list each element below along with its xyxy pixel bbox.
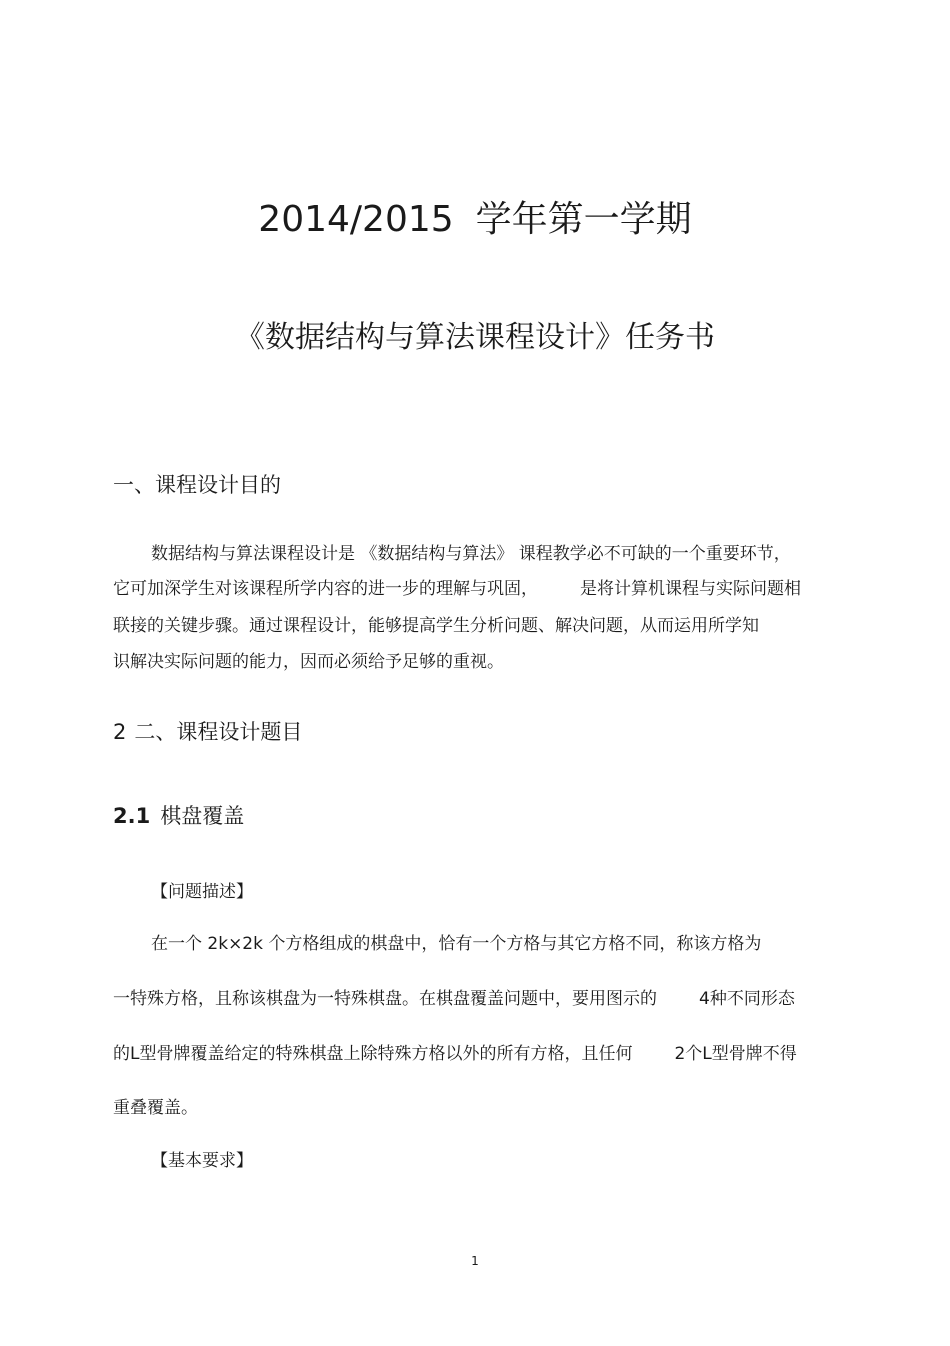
problem-line-3b: 2个L型骨牌不得 [674,1044,797,1064]
subsection-number: 2.1 [113,804,151,828]
problem-description-label: 【问题描述】 [151,882,253,902]
section-number-2: 2 [113,720,127,744]
title-term: 学年第一学期 [475,199,692,240]
problem-line-2 [113,987,795,1011]
purpose-line-4: 识解决实际问题的能力，因而必须给予足够的重视。 [113,652,504,672]
purpose-line-1: 数据结构与算法课程设计是 《数据结构与算法》 课程教学必不可缺的一个重要环节， [151,544,791,564]
purpose-line-2b: 是将计算机课程与实际问题相 [580,579,801,599]
subsection-heading-chessboard [113,801,244,831]
problem-line-3a: 的L型骨牌覆盖给定的特殊棋盘上除特殊方格以外的所有方格，且任何 [113,1044,633,1064]
subsection-title: 棋盘覆盖 [160,804,245,828]
document-subtitle: 《数据结构与算法课程设计》任务书 [235,320,715,355]
problem-line-3 [113,1042,797,1066]
purpose-line-2 [113,577,801,601]
basic-requirements-label: 【基本要求】 [151,1151,253,1171]
problem-line-1: 在一个 2k×2k 个方格组成的棋盘中，恰有一个方格与其它方格不同，称该方格为 [151,934,762,954]
section-heading-purpose: 一、课程设计目的 [113,473,281,497]
purpose-line-3: 联接的关键步骤。通过课程设计，能够提高学生分析问题、解决问题，从而运用所学知 [113,616,759,636]
problem-line-2b: 4种不同形态 [699,989,795,1009]
document-title [0,196,950,244]
problem-line-4: 重叠覆盖。 [113,1098,198,1118]
purpose-line-2a: 它可加深学生对该课程所学内容的进一步的理解与巩固， [113,579,538,599]
section-title-2: 二、课程设计题目 [134,720,303,744]
problem-line-2a: 一特殊方格，且称该棋盘为一特殊棋盘。在棋盘覆盖问题中，要用图示的 [113,989,657,1009]
page-number: 1 [471,1254,479,1268]
title-year: 2014/2015 [258,199,454,240]
section-heading-topics [113,717,302,747]
